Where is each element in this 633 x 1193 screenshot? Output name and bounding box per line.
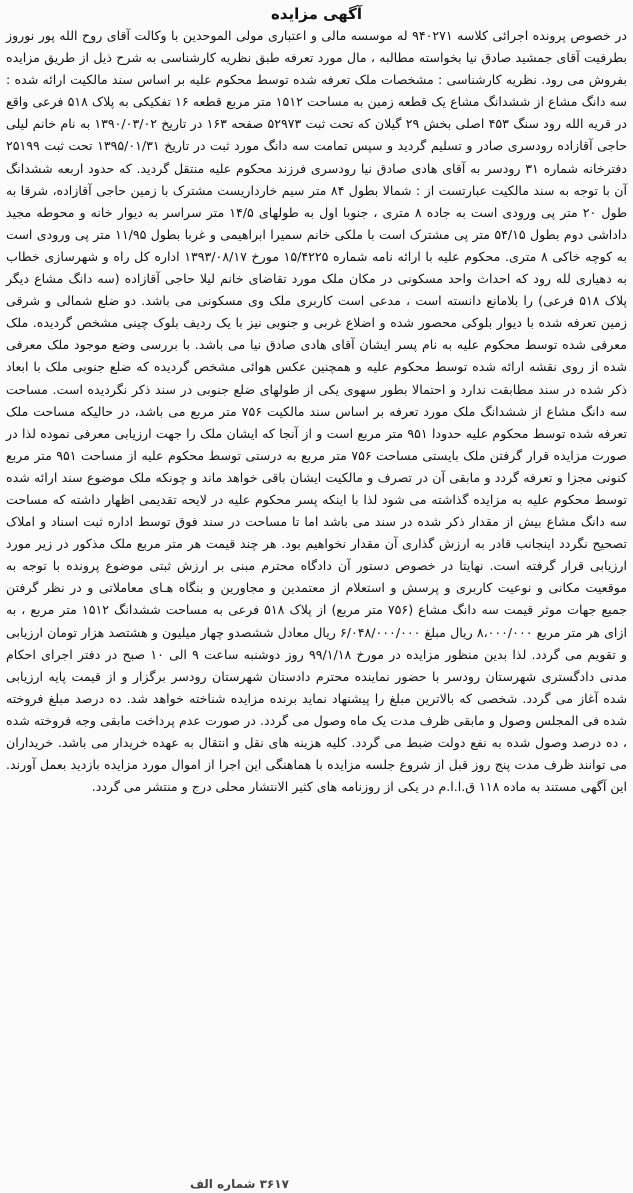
notice-body: در خصوص پرونده اجرائی کلاسه ۹۴۰۲۷۱ له موسسه مالی و اعتباری مولی الموحدین با وکالت آقای روح الله پور نوروز بطرفیت آقای جمشید صادق نیا بخواسته مطالبه ، مال مورد تعرفه طبق نظریه کارشناسی به شرح ذیل از طریق مزایده بفروش می رود. نظریه کارشناسی : مشخصات ملک تعرفه شده توسط محکوم علیه بر اساس سند مالکیت ارائه شده : سه دانگ مشاع از ششدانگ مشاع یک قطعه زمین به مساحت ۱۵۱۲ متر مربع قطعه ۱۶ تفکیکی به پلاک ۵۱۸ فرعی واقع در قریه الله رود سنگ ۴۵۳ اصلی بخش ۲۹ گیلان که تحت ثبت ۵۲۹۷۳ صفحه ۱۶۳ در تاریخ ۱۳۹۰/۰۳/۰۲ به نام خانم لیلی حاجی آقازاده رودسری صادر و تسلیم گردید و سپس تمامت سه دانگ مورد ثبت در تاریخ ۱۳۹۵/۰۱/۳۱ تحت ثبت ۲۵۱۹۹ دفترخانه شماره ۳۱ رودسر به آقای هادی صادق نیا رودسری فرزند محکوم علیه منتقل گردید. که حدود اربعه ششدانگ آن با توجه به سند مالکیت عبارتست از : شمالا بطول ۸۴ متر سیم خارداریست مشترک با زمین حاجی آقازاده، شرقا به طول ۲۰ متر پی ورودی است به جاده ۸ متری ، جنوبا اول به طولهای ۱۴/۵ متر سراسر به دیوار خانه و محوطه مجید داداشی دوم بطول ۵۴/۱۵ متر پی مشترک است با ملکی خانم سمیرا ابراهیمی و غربا بطول ۱۱/۹۵ متر پی ورودی است به کوچه خاکی ۸ متری. محکوم علیه با ارائه نامه شماره ۱۵/۴۲۲۵ مورخ ۱۳۹۳/۰۸/۱۷ اداره کل راه و شهرسازی خطاب به دهیاری لله رود که احداث واحد مسکونی در مکان ملک مورد تقاضای خانم لیلا حاجی آقازاده (سه دانگ مشاع دیگر پلاک ۵۱۸ فرعی) را بلامانع دانسته است ، مدعی است کاربری ملک وی مسکونی می باشد. دو ضلع شمالی و شرقی زمین تعرفه شده با دیوار بلوکی محصور شده و اضلاع غربی و جنوبی نیز با یک ردیف بلوک چینی مشخص گردیده. ملک معرفی شده توسط محکوم علیه به نام پسر ایشان آقای هادی صادق نیا می باشد. با بررسی وضع موجود ملک معرفی شده از روی نقشه ارائه شده توسط محکوم علیه و همچنین عکس هوائی مشخص گردیده که ضلع جنوبی ملک با ابعاد ذکر شده در سند مطابقت ندارد و احتمالا بطور سهوی یکی از طولهای ضلع جنوبی در سند ذکر نگردیده است. مساحت سه دانگ مشاع از ششدانگ ملک مورد تعرفه بر اساس سند مالکیت ۷۵۶ متر مربع می باشد، در حالیکه مساحت ملک تعرفه شده توسط محکوم علیه حدودا ۹۵۱ متر مربع است و از آنجا که ایشان ملک را جهت ارزیابی معرفی نموده لذا در صورت مزایده قرار گرفتن ملک بایستی مساحت ۷۵۶ متر مربع به درستی توسط محکوم علیه از مساحت ۹۵۱ متر مربع کنونی مجزا و تعرفه گردد و مابقی آن در تصرف و مالکیت ایشان باقی خواهد ماند و چونکه ملک موضوع سند ارائه شده توسط محکوم علیه به مزایده گذاشته می شود لذا با اینکه پسر محکوم علیه در لایحه تقدیمی اظهار داشته که مساحت سه دانگ مشاع بیش از مقدار ذکر شده در سند می باشد اما تا مساحت در سند فوق توسط اداره ثبت اسناد و املاک تصحیح نگردد اینجانب قادر به ارزش گذاری آن مقدار نخواهیم بود. هر چند قیمت هر متر مربع ملک مذکور در زیر مورد ارزیابی قرار گرفته است. نهایتا در خصوص دستور آن دادگاه محترم مبنی بر ارزش ثبتی موضوع پرونده با توجه به موقعیت مکانی و نوعیت کاربری و پرسش و استعلام از معتمدین و مجاورین و بنگاه هـای معاملاتی و در نظر گرفتن جمیع جهات موثر قیمت سه دانگ مشاع (۷۵۶ متر مربع) از پلاک ۵۱۸ فرعی به مساحت ششدانگ ۱۵۱۲ متر مربع ، به ازای هر متر مربع ۸،۰۰۰/۰۰۰ ریال مبلغ ۶/۰۴۸/۰۰۰/۰۰۰ ریال معادل ششصدو چهار میلیون و هشتصد هزار تومان ارزیابی و تقویم می گردد. لذا بدین منظور مزایده در مورخ ۹۹/۱/۱۸ روز دوشنبه ساعت ۹ الی ۱۰ صبح در دفتر اجرای احکام مدنی دادگستری شهرستان رودسر با حضور نماینده محترم دادستان شهرستان رودسر برگزار و از قیمت پایه ارزیابی شده آغاز می گردد. شخصی که بالاترین مبلغ را پیشنهاد نماید برنده مزایده شناخته خواهد شد. ده درصد مبلغ فروخته شده فی المجلس وصول و مابقی ظرف مدت یک ماه وصول می گردد. در صورت عدم پرداخت مابقی وجه فروخته شده ، ده درصد وصول شده به نفع دولت ضبط می گردد. کلیه هزینه های نقل و انتقال به عهده خریدار می باشد. خریداران می توانند ظرف مدت پنج روز قبل از شروع جلسه مزایده با هماهنگی این اجرا از اموال مورد مزایده بازدید بعمل آورند. این آگهی مستند به ماده ۱۱۸ ق.ا.ا.م در یکی از روزنامه های کثیر الانتشار محلی درج و منتشر می گردد. bbox=[6, 28, 628, 795]
notice-title: آگهی مزایده bbox=[270, 5, 363, 23]
cut-off-line: ۳۶۱۷ شماره الف bbox=[190, 1177, 289, 1191]
